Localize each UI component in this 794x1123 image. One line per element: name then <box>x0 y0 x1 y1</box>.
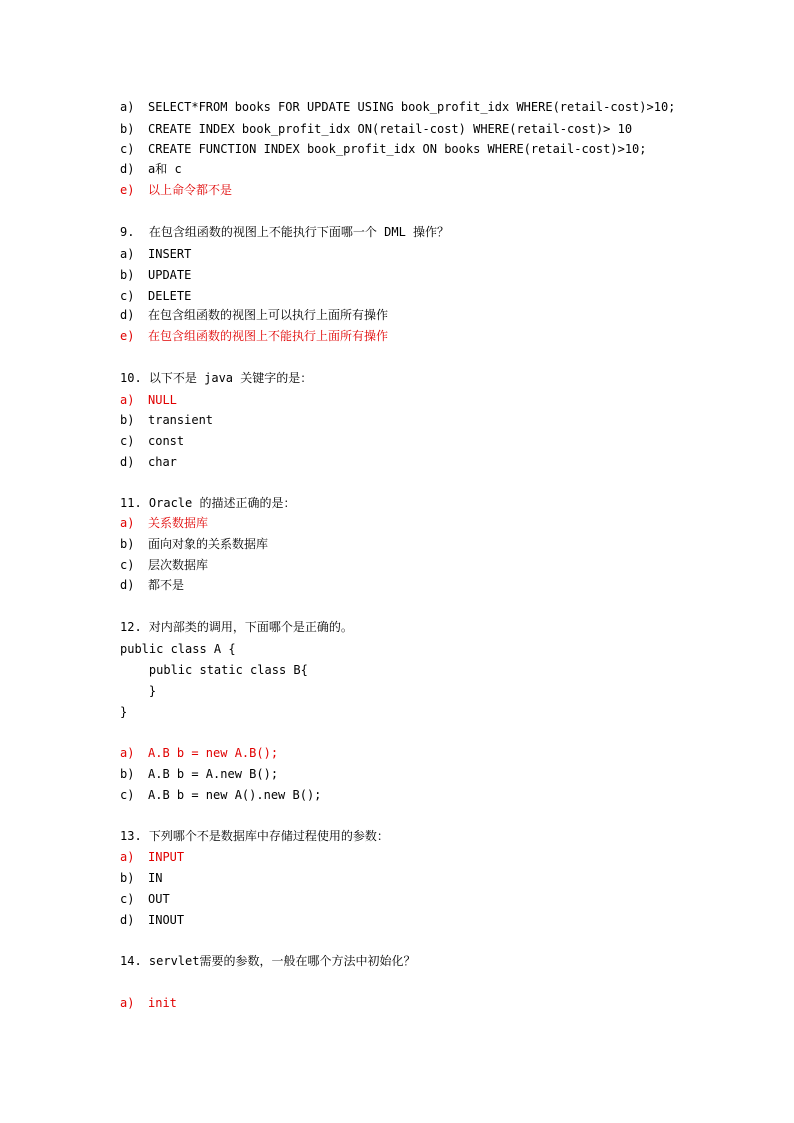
option-row <box>120 410 213 431</box>
option-text: DELETE <box>148 289 192 303</box>
option-row <box>120 431 184 452</box>
option-text: A.B b = A.new B(); <box>148 767 279 781</box>
option-label: d) <box>120 162 135 176</box>
option-row <box>120 390 177 411</box>
option-text: UPDATE <box>148 268 192 282</box>
option-label: e) <box>120 183 135 197</box>
option-row <box>120 847 184 868</box>
question-text: 13. 下列哪个不是数据库中存储过程使用的参数： <box>120 829 389 843</box>
option-text: IN <box>148 871 163 885</box>
option-row <box>120 575 184 596</box>
code-line: } <box>120 705 128 719</box>
correct-answer-text: init <box>148 996 177 1010</box>
option-label: c) <box>120 289 135 303</box>
option-label: c) <box>120 892 135 906</box>
option-row <box>120 159 182 180</box>
option-row <box>120 868 162 889</box>
option-label: c) <box>120 142 135 156</box>
option-text: CREATE FUNCTION INDEX book_profit_idx ON books WHERE(retail-cost)>10; <box>148 142 647 156</box>
option-label: a) <box>120 516 135 530</box>
option-text: char <box>148 455 177 469</box>
option-text: INOUT <box>148 913 185 927</box>
option-row <box>120 452 177 473</box>
question-text: 11. Oracle 的描述正确的是： <box>120 496 296 510</box>
correct-answer-text: INPUT <box>148 850 185 864</box>
option-text: const <box>148 434 185 448</box>
option-row <box>120 555 208 576</box>
code-line: public static class B{ <box>120 663 308 677</box>
option-label: a) <box>120 850 135 864</box>
question-text: 14. servlet需要的参数，一般在哪个方法中初始化？ <box>120 954 416 968</box>
option-row <box>120 889 170 910</box>
option-text: INSERT <box>148 247 192 261</box>
option-row <box>120 993 177 1014</box>
option-label: d) <box>120 913 135 927</box>
option-label: a) <box>120 393 135 407</box>
option-label: a) <box>120 247 135 261</box>
option-row <box>120 764 278 785</box>
code-line: } <box>120 684 157 698</box>
option-label: d) <box>120 578 135 592</box>
option-label: c) <box>120 788 135 802</box>
option-row <box>120 97 675 118</box>
option-text: 面向对象的关系数据库 <box>148 537 269 551</box>
option-label: b) <box>120 871 135 885</box>
option-label: d) <box>120 308 135 322</box>
option-row <box>120 534 268 555</box>
option-label: a) <box>120 100 135 114</box>
option-row <box>120 286 191 307</box>
question-text: 10. 以下不是 java 关键字的是： <box>120 371 313 385</box>
option-label: a) <box>120 996 135 1010</box>
option-row <box>120 305 388 326</box>
option-label: b) <box>120 537 135 551</box>
correct-answer-text: NULL <box>148 393 177 407</box>
option-row <box>120 244 191 265</box>
question-text: 9. 在包含组函数的视图上不能执行下面哪一个 DML 操作？ <box>120 225 450 239</box>
option-text: A.B b = new A().new B(); <box>148 788 322 802</box>
option-label: b) <box>120 122 135 136</box>
option-label: e) <box>120 329 135 343</box>
option-row <box>120 910 184 931</box>
code-line: public class A { <box>120 642 236 656</box>
option-text: a和 c <box>148 162 182 176</box>
option-text: transient <box>148 413 214 427</box>
option-text: SELECT*FROM books FOR UPDATE USING book_profit_idx WHERE(retail-cost)>10; <box>148 100 676 114</box>
option-row <box>120 180 232 201</box>
option-row <box>120 513 208 534</box>
option-row <box>120 119 632 140</box>
option-row <box>120 139 647 160</box>
option-row <box>120 326 388 347</box>
option-label: b) <box>120 767 135 781</box>
option-label: c) <box>120 558 135 572</box>
correct-answer-text: 关系数据库 <box>148 516 209 530</box>
correct-answer-text: 以上命令都不是 <box>148 183 233 197</box>
option-label: a) <box>120 746 135 760</box>
question-text: 12. 对内部类的调用，下面哪个是正确的。 <box>120 620 353 634</box>
option-row <box>120 743 278 764</box>
option-label: c) <box>120 434 135 448</box>
option-text: 都不是 <box>148 578 185 592</box>
option-label: d) <box>120 455 135 469</box>
option-label: b) <box>120 268 135 282</box>
option-text: 在包含组函数的视图上可以执行上面所有操作 <box>148 308 389 322</box>
option-text: CREATE INDEX book_profit_idx ON(retail-cost) WHERE(retail-cost)> 10 <box>148 122 633 136</box>
option-label: b) <box>120 413 135 427</box>
correct-answer-text: A.B b = new A.B(); <box>148 746 279 760</box>
option-row <box>120 785 321 806</box>
correct-answer-text: 在包含组函数的视图上不能执行上面所有操作 <box>148 329 389 343</box>
option-text: OUT <box>148 892 170 906</box>
option-text: 层次数据库 <box>148 558 209 572</box>
option-row <box>120 265 191 286</box>
